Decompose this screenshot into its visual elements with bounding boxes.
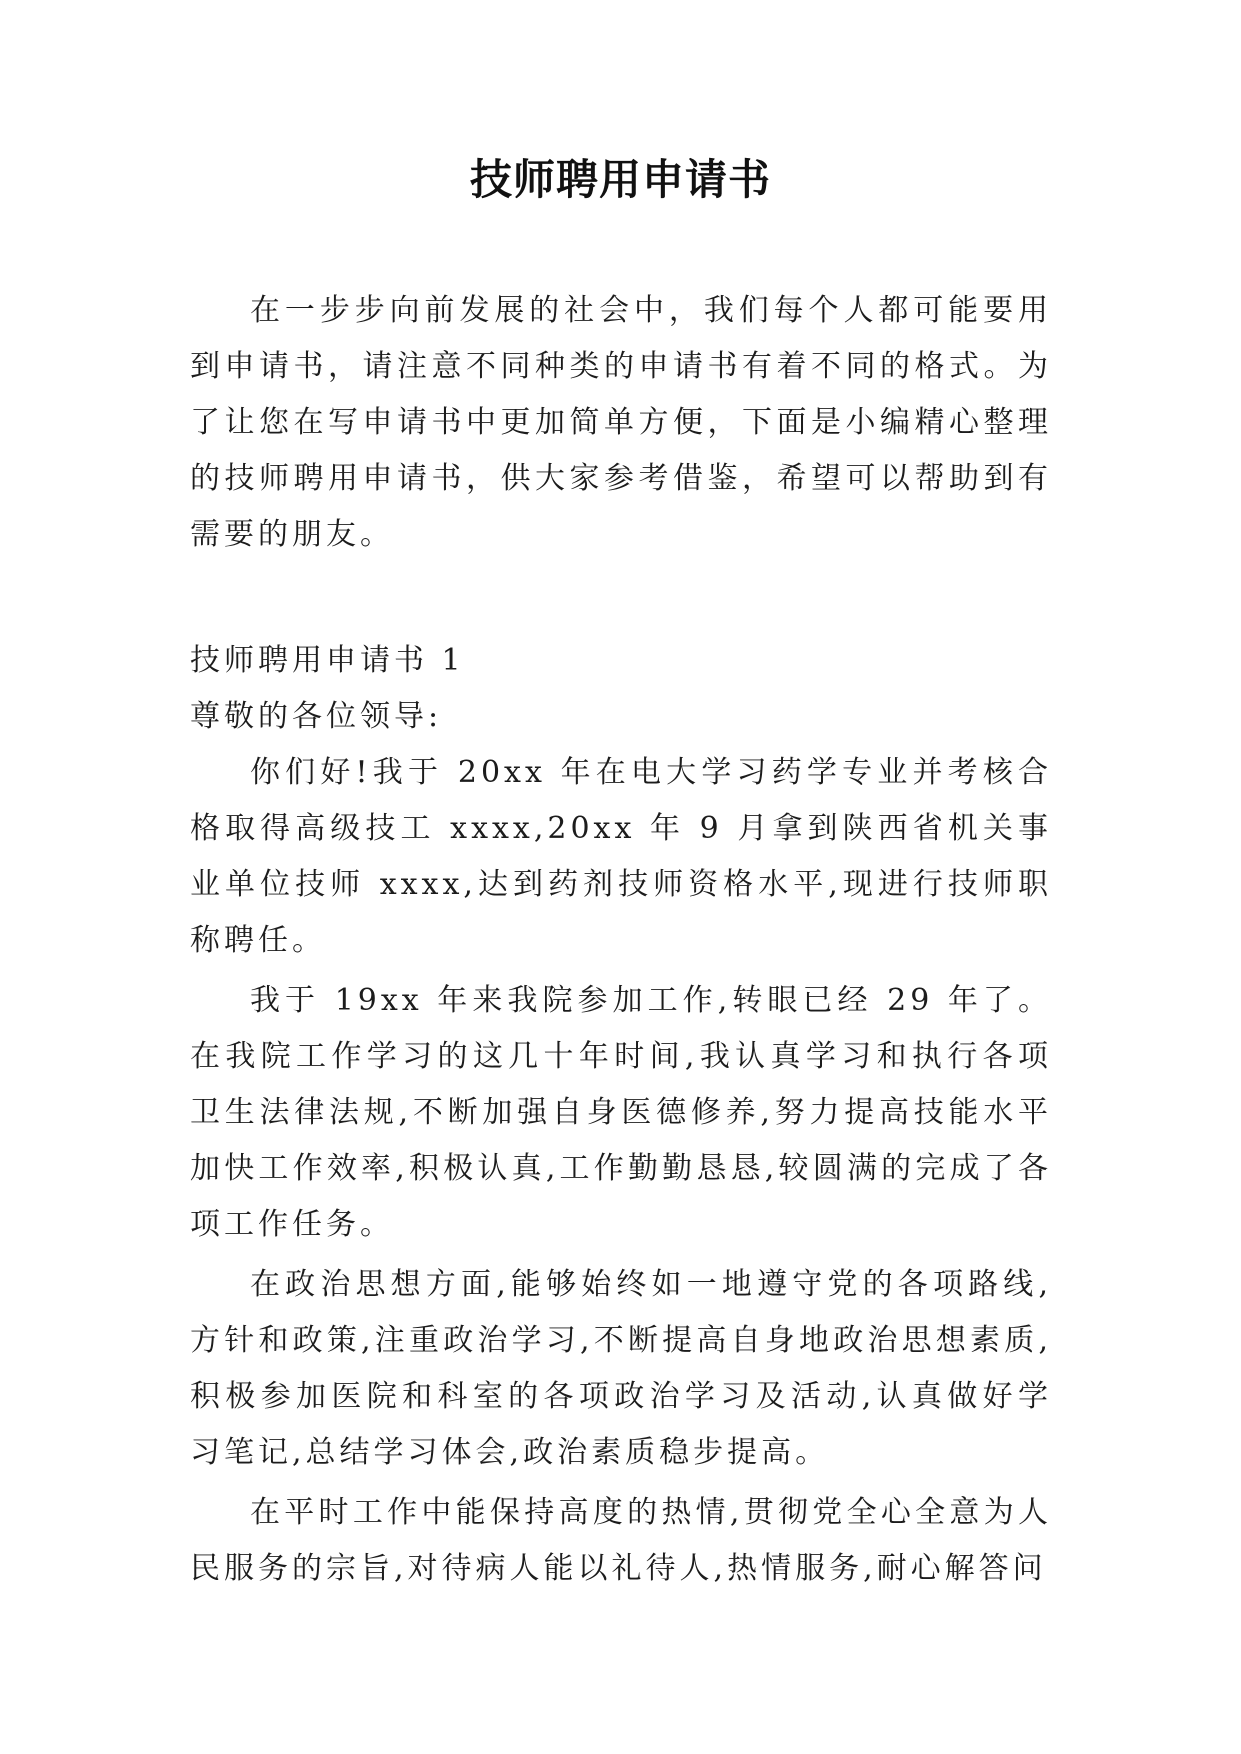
document-body [190,283,1052,1597]
section-spacer [190,563,1052,633]
body-paragraph-2: 我于 19xx 年来我院参加工作,转眼已经 29 年了。在我院工作学习的这几十年时间,我认真学习和执行各项卫生法律法规,不断加强自身医德修养,努力提高技能水平加快工作效率,积极认真,工作勤勤恳恳,较圆满的完成了各项工作任务。 [190,983,1052,1242]
intro-paragraph: 在一步步向前发展的社会中，我们每个人都可能要用到申请书，请注意不同种类的申请书有着不同的格式。为了让您在写申请书中更加简单方便，下面是小编精心整理的技师聘用申请书，供大家参考借鉴，希望可以帮助到有需要的朋友。 [190,293,1052,552]
salutation: 尊敬的各位领导: [190,699,443,734]
body-paragraph-4: 在平时工作中能保持高度的热情,贯彻党全心全意为人民服务的宗旨,对待病人能以礼待人,热情服务,耐心解答问 [190,1495,1052,1586]
section-heading: 技师聘用申请书 1 [190,643,465,678]
document-title: 技师聘用申请书 [469,155,771,204]
body-paragraph-1: 你们好!我于 20xx 年在电大学习药学专业并考核合格取得高级技工 xxxx,20xx 年 9 月拿到陕西省机关事业单位技师 xxxx,达到药剂技师资格水平,现进行技师职称聘任。 [190,755,1052,958]
body-paragraph-3: 在政治思想方面,能够始终如一地遵守党的各项路线,方针和政策,注重政治学习,不断提高自身地政治思想素质,积极参加医院和科室的各项政治学习及活动,认真做好学习笔记,总结学习体会,政治素质稳步提高。 [190,1267,1052,1470]
